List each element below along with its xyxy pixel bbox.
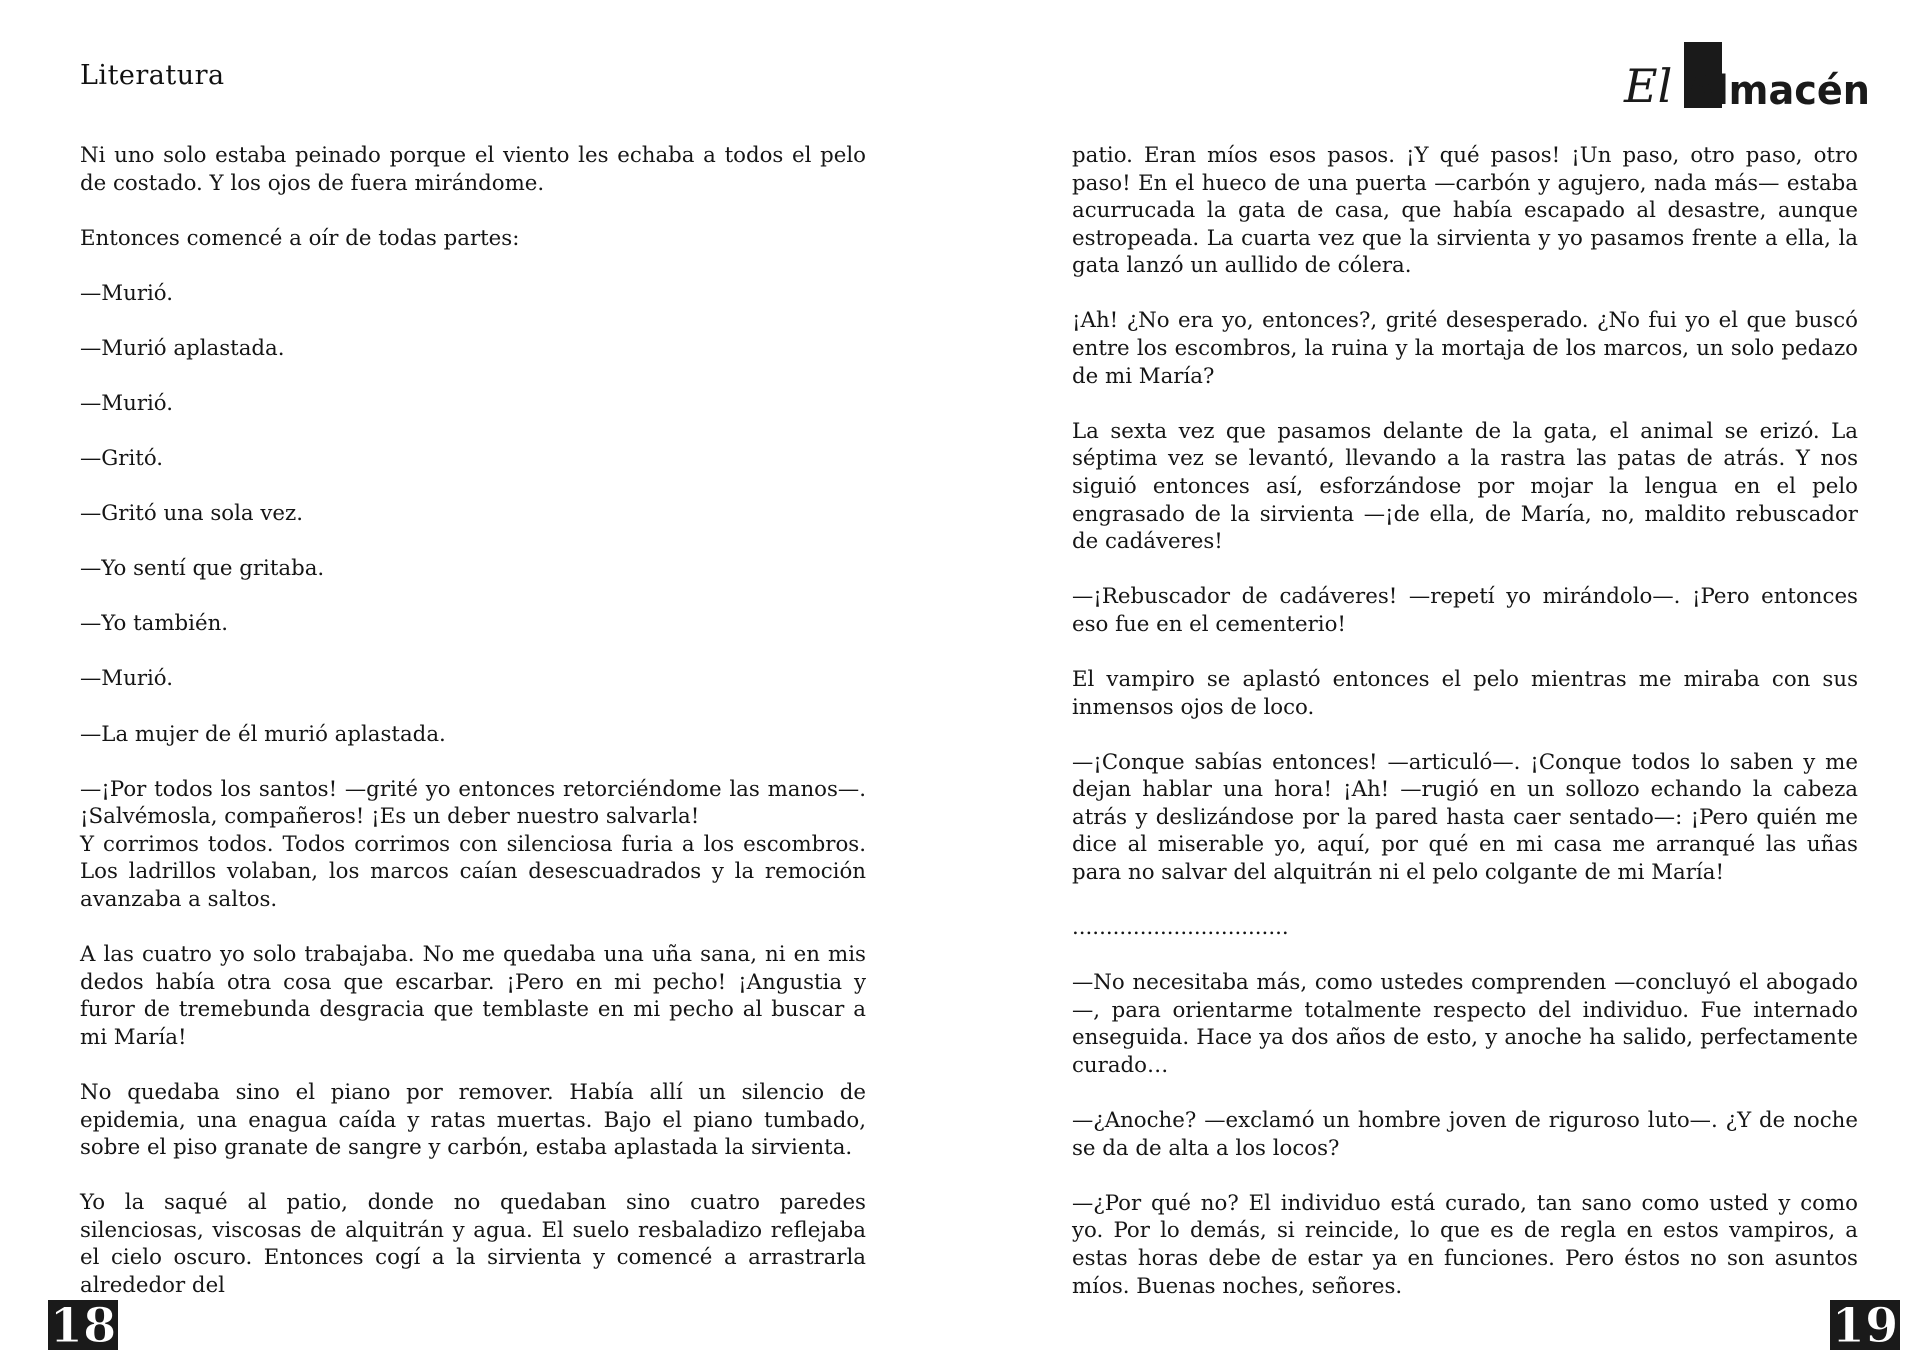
paragraph: Ni uno solo estaba peinado porque el viento les echaba a todos el pelo de costado. Y los ojos de fuera mirándome.	[80, 143, 866, 196]
paragraph: A las cuatro yo solo trabajaba. No me quedaba una uña sana, ni en mis dedos había otra cosa que escarbar. ¡Pero en mi pecho! ¡Angustia y furor de tremebunda desgracia que temblaste en mi pecho al buscar a mi María!	[80, 942, 866, 1050]
paragraph: Entonces comencé a oír de todas partes:	[80, 225, 520, 251]
dialogue-line: —Murió aplastada.	[80, 335, 285, 361]
dialogue-line: —Murió.	[80, 280, 174, 306]
paragraph: —No necesitaba más, como ustedes comprenden —concluyó el abogado—, para orientarme totalmente respecto del individuo. Fue internado enseguida. Hace ya dos años de esto, y anoche ha salido, perfectamente curado…	[1072, 970, 1858, 1078]
page-number-left	[48, 1300, 118, 1350]
dialogue-line: —Murió.	[80, 390, 174, 416]
paragraph: —¡Por todos los santos! —grité yo entonces retorciéndome las manos—. ¡Salvémosla, compañeros! ¡Es un deber nuestro salvarla!	[80, 776, 866, 830]
dialogue-line: —Yo también.	[80, 611, 229, 637]
page-number-right	[1830, 1300, 1900, 1350]
dialogue-line: —La mujer de él murió aplastada.	[80, 721, 446, 747]
section-break: ................................	[1072, 915, 1289, 941]
magazine-logo	[1622, 36, 1872, 118]
paragraph: ¡Ah! ¿No era yo, entonces?, grité desesperado. ¿No fui yo el que buscó entre los escombros, la ruina y la mortaja de los marcos, un solo pedazo de mi María?	[1072, 308, 1858, 389]
dialogue-line: —Gritó.	[80, 446, 164, 472]
paragraph: —¡Rebuscador de cadáveres! —repetí yo mirándolo—. ¡Pero entonces eso fue en el cementerio!	[1072, 584, 1858, 637]
page-number-text: 19	[1831, 1300, 1899, 1350]
paragraph: patio. Eran míos esos pasos. ¡Y qué pasos! ¡Un paso, otro paso, otro paso! En el hueco de una puerta —carbón y agujero, nada más— estaba acurrucada la gata de casa, que había escapado al desastre, aunque estropeada. La cuarta vez que la sirvienta y yo pasamos frente a ella, la gata lanzó un aullido de cólera.	[1072, 143, 1858, 279]
paragraph: El vampiro se aplastó entonces el pelo mientras me miraba con sus inmensos ojos de loco.	[1072, 666, 1858, 720]
dialogue-line: —Yo sentí que gritaba.	[80, 556, 325, 582]
logo-prefix: El	[1624, 59, 1673, 113]
dialogue-line: —Gritó una sola vez.	[80, 501, 304, 527]
paragraph: No quedaba sino el piano por remover. Había allí un silencio de epidemia, una enagua caída y ratas muertas. Bajo el piano tumbado, sobre el piso granate de sangre y carbón, estaba aplastada la sirvienta.	[80, 1079, 866, 1161]
right-page	[960, 0, 1920, 1362]
paragraph: Yo la saqué al patio, donde no quedaban sino cuatro paredes silenciosas, viscosas de alquitrán y agua. El suelo resbaladizo reflejaba el cielo oscuro. Entonces cogí a la sirvienta y comencé a arrastrarla alrededor del	[80, 1190, 866, 1299]
paragraph: La sexta vez que pasamos delante de la gata, el animal se erizó. La séptima vez se levantó, llevando a la rastra las patas de atrás. Y nos siguió entonces así, esforzándose por mojar la lengua en el pelo engrasado de la sirvienta —¡de ella, de María, no, maldito rebuscador de cadáveres!	[1072, 418, 1858, 555]
right-text-column	[1072, 142, 1858, 1328]
paragraph: —¿Por qué no? El individuo está curado, tan sano como usted y como yo. Por lo demás, si reincide, lo que es de regla en estos vampiros, a estas horas debe de estar ya en funciones. Pero éstos no son asuntos míos. Buenas noches, señores.	[1072, 1190, 1858, 1299]
paragraph: —¿Anoche? —exclamó un hombre joven de riguroso luto—. ¿Y de noche se da de alta a los locos?	[1072, 1108, 1858, 1161]
paragraph: —¡Conque sabías entonces! —articuló—. ¡Conque todos lo saben y me dejan hablar una hora! ¡Ah! —rugió en un sollozo echando la cabeza atrás y deslizándose por la pared hasta caer sentado—: ¡Pero quién me dice al miserable yo, aquí, por qué en mi casa me arranqué las uñas para no salvar del alquitrán ni el pelo colgante de mi María!	[1072, 749, 1858, 885]
page-number-text: 18	[49, 1300, 117, 1350]
paragraph: Y corrimos todos. Todos corrimos con silenciosa furia a los escombros. Los ladrillos volaban, los marcos caían desescuadrados y la remoción avanzaba a saltos.	[80, 831, 866, 912]
left-text-column	[80, 142, 866, 1327]
logo-main: Almacén	[1686, 68, 1870, 114]
dialogue-line: —Murió.	[80, 666, 174, 692]
section-title: Literatura	[80, 60, 225, 91]
